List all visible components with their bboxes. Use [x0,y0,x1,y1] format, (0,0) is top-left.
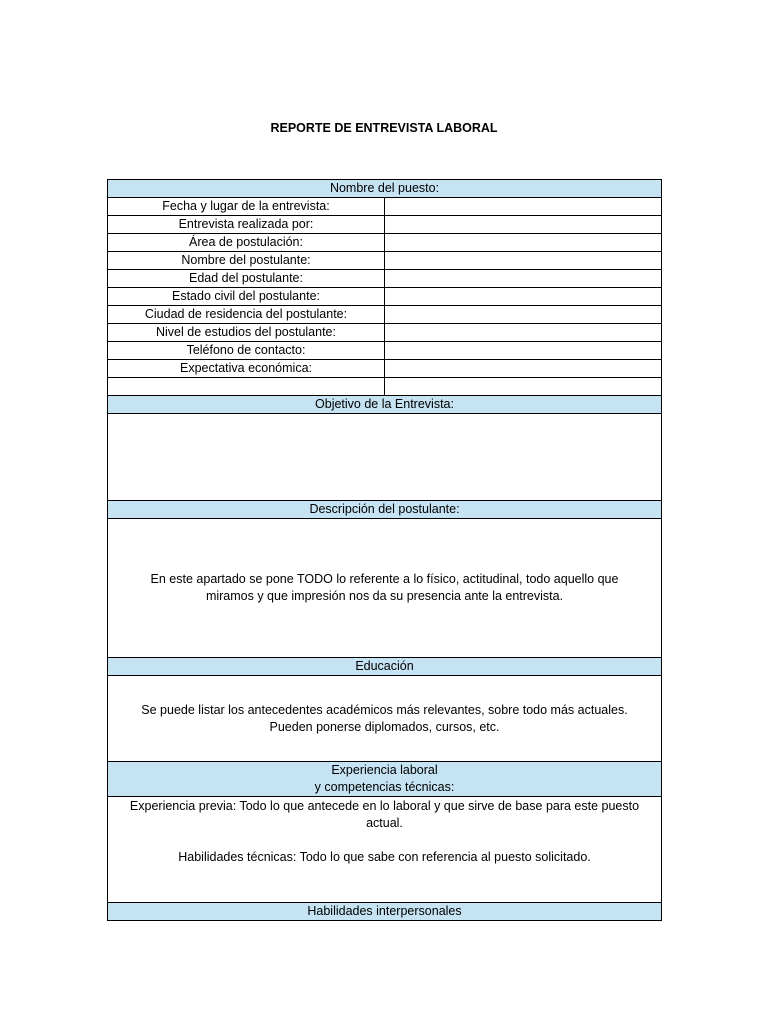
field-label-salary-expectation: Expectativa económica: [108,360,385,378]
experience-body-row [108,797,662,903]
field-label-interviewer: Entrevista realizada por: [108,216,385,234]
objective-body-row [108,414,662,501]
description-body[interactable] [108,519,662,658]
education-body[interactable] [108,676,662,762]
education-text-line: Pueden ponerse diplomados, cursos, etc. [269,719,500,734]
field-label-marital-status: Estado civil del postulante: [108,288,385,306]
objective-body[interactable] [108,414,662,501]
field-label-empty [108,378,385,396]
field-row [108,342,662,360]
field-value-empty[interactable] [385,378,662,396]
experience-body[interactable] [108,797,662,903]
field-value-salary-expectation[interactable] [385,360,662,378]
experience-text-line: Habilidades técnicas: Todo lo que sabe con referencia al puesto solicitado. [178,850,591,864]
field-label-applicant-name: Nombre del postulante: [108,252,385,270]
position-header: Nombre del puesto: [108,180,662,198]
position-header-row [108,180,662,198]
field-label-education-level: Nivel de estudios del postulante: [108,324,385,342]
field-label-applicant-age: Edad del postulante: [108,270,385,288]
experience-header [108,762,662,797]
field-row [108,216,662,234]
field-label-application-area: Área de postulación: [108,234,385,252]
field-row [108,234,662,252]
field-row [108,324,662,342]
experience-header-line: Experiencia laboral [331,763,438,777]
description-text-line: miramos y que impresión nos da su presencia ante la entrevista. [205,589,564,603]
field-value-residence-city[interactable] [385,306,662,324]
document-title: REPORTE DE ENTREVISTA LABORAL [270,121,498,135]
description-body-row [108,519,662,658]
education-header-row [108,658,662,676]
field-value-interview-date-place[interactable] [385,198,662,216]
objective-header-row [108,396,662,414]
field-row [108,252,662,270]
field-row [108,306,662,324]
blank-line [114,832,655,849]
field-row [108,360,662,378]
education-text-line: Se puede listar los antecedentes académicos más relevantes, sobre todo más actuales. [141,702,628,717]
description-header-row [108,501,662,519]
field-row [108,288,662,306]
description-header: Descripción del postulante: [108,501,662,519]
field-value-marital-status[interactable] [385,288,662,306]
field-value-education-level[interactable] [385,324,662,342]
experience-header-line: y competencias técnicas: [314,780,455,794]
interpersonal-header-row [108,903,662,921]
experience-header-row [108,762,662,797]
field-label-interview-date-place: Fecha y lugar de la entrevista: [108,198,385,216]
objective-header: Objetivo de la Entrevista: [108,396,662,414]
experience-text-line: Experiencia previa: Todo lo que antecede en lo laboral y que sirve de base para este puesto [129,799,640,813]
education-body-row [108,676,662,762]
field-label-contact-phone: Teléfono de contacto: [108,342,385,360]
field-row [108,378,662,396]
field-value-interviewer[interactable] [385,216,662,234]
interpersonal-header: Habilidades interpersonales [108,903,662,921]
field-value-applicant-name[interactable] [385,252,662,270]
experience-text-line: actual. [366,816,403,830]
interview-report-table [107,179,662,921]
field-row [108,270,662,288]
education-header: Educación [108,658,662,676]
field-row [108,198,662,216]
description-text-line: En este apartado se pone TODO lo referente a lo físico, actitudinal, todo aquello que [150,572,619,586]
field-label-residence-city: Ciudad de residencia del postulante: [108,306,385,324]
field-value-contact-phone[interactable] [385,342,662,360]
field-value-application-area[interactable] [385,234,662,252]
field-value-applicant-age[interactable] [385,270,662,288]
